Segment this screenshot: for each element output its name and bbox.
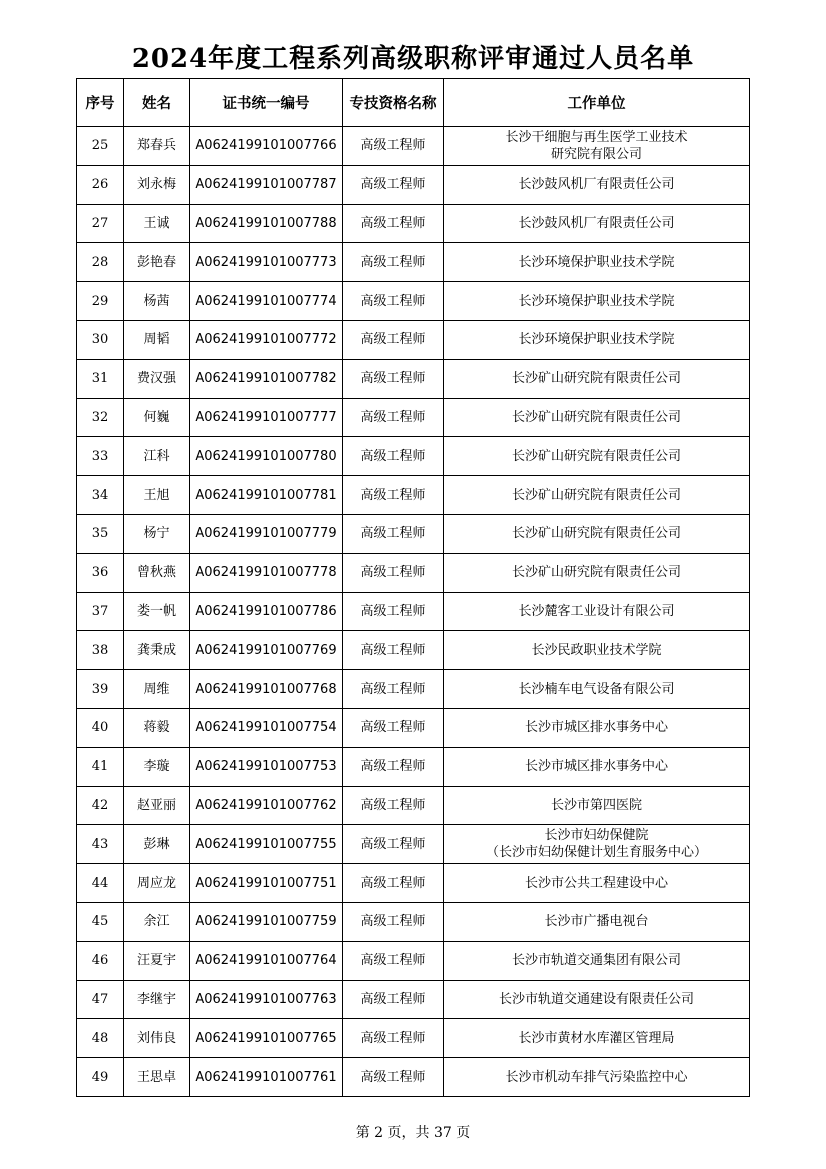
cell-certificate: A0624199101007761 — [190, 1058, 343, 1097]
workplace-line: 长沙鼓风机厂有限责任公司 — [518, 177, 675, 193]
table-row — [77, 553, 750, 592]
cell-qualification: 高级工程师 — [343, 320, 444, 359]
cell-workplace — [444, 592, 750, 631]
cell-certificate: A0624199101007755 — [190, 825, 343, 864]
table-row — [77, 398, 750, 437]
workplace-line: 长沙矿山研究院有限责任公司 — [511, 487, 681, 503]
cell-certificate: A0624199101007788 — [190, 204, 343, 243]
cell-qualification: 高级工程师 — [343, 437, 444, 476]
table-header-row — [77, 79, 750, 127]
cell-name: 娄一帆 — [124, 592, 190, 631]
workplace-line: 长沙市机动车排气污染监控中心 — [505, 1069, 688, 1085]
cell-certificate: A0624199101007765 — [190, 1019, 343, 1058]
table-row — [77, 592, 750, 631]
cell-name: 郑春兵 — [124, 127, 190, 166]
column-header-number: 序号 — [77, 79, 124, 127]
cell-qualification: 高级工程师 — [343, 165, 444, 204]
cell-name: 赵亚丽 — [124, 786, 190, 825]
cell-certificate: A0624199101007762 — [190, 786, 343, 825]
cell-certificate: A0624199101007766 — [190, 127, 343, 166]
cell-number: 38 — [77, 631, 124, 670]
cell-workplace — [444, 786, 750, 825]
table-row — [77, 631, 750, 670]
table-row — [77, 437, 750, 476]
table-row — [77, 902, 750, 941]
cell-number: 26 — [77, 165, 124, 204]
cell-number: 29 — [77, 282, 124, 321]
cell-name: 周维 — [124, 670, 190, 709]
cell-qualification: 高级工程师 — [343, 553, 444, 592]
cell-workplace — [444, 476, 750, 515]
table-row — [77, 670, 750, 709]
cell-name: 刘伟良 — [124, 1019, 190, 1058]
cell-certificate: A0624199101007768 — [190, 670, 343, 709]
cell-qualification: 高级工程师 — [343, 282, 444, 321]
column-header-workplace: 工作单位 — [444, 79, 750, 127]
cell-workplace — [444, 980, 750, 1019]
table-row — [77, 514, 750, 553]
cell-qualification: 高级工程师 — [343, 980, 444, 1019]
table-row — [77, 980, 750, 1019]
cell-name: 李璇 — [124, 747, 190, 786]
cell-workplace — [444, 941, 750, 980]
cell-workplace — [444, 437, 750, 476]
page-title: 2024年度工程系列高级职称评审通过人员名单 — [131, 44, 695, 74]
workplace-line: 长沙市第四医院 — [550, 797, 642, 813]
cell-certificate: A0624199101007754 — [190, 708, 343, 747]
cell-name: 蒋毅 — [124, 708, 190, 747]
cell-number: 42 — [77, 786, 124, 825]
table-row — [77, 708, 750, 747]
cell-name: 彭艳春 — [124, 243, 190, 282]
cell-number: 47 — [77, 980, 124, 1019]
cell-name: 王诚 — [124, 204, 190, 243]
cell-workplace — [444, 902, 750, 941]
cell-workplace — [444, 165, 750, 204]
cell-qualification: 高级工程师 — [343, 592, 444, 631]
cell-name: 杨茜 — [124, 282, 190, 321]
workplace-line: 长沙市黄材水库灌区管理局 — [518, 1030, 675, 1046]
cell-name: 江科 — [124, 437, 190, 476]
cell-certificate: A0624199101007751 — [190, 864, 343, 903]
table-body — [77, 127, 750, 1097]
workplace-line: 长沙矿山研究院有限责任公司 — [511, 409, 681, 425]
table-row — [77, 320, 750, 359]
cell-number: 48 — [77, 1019, 124, 1058]
workplace-line: 长沙市轨道交通建设有限责任公司 — [498, 991, 694, 1007]
cell-workplace — [444, 1058, 750, 1097]
cell-number: 44 — [77, 864, 124, 903]
cell-qualification: 高级工程师 — [343, 631, 444, 670]
table-row — [77, 786, 750, 825]
cell-workplace — [444, 825, 750, 864]
cell-qualification: 高级工程师 — [343, 204, 444, 243]
workplace-line: 长沙环境保护职业技术学院 — [518, 254, 675, 270]
table-row — [77, 243, 750, 282]
cell-workplace — [444, 553, 750, 592]
cell-qualification: 高级工程师 — [343, 941, 444, 980]
cell-number: 37 — [77, 592, 124, 631]
cell-qualification: 高级工程师 — [343, 1019, 444, 1058]
cell-certificate: A0624199101007782 — [190, 359, 343, 398]
table-row — [77, 165, 750, 204]
cell-number: 31 — [77, 359, 124, 398]
cell-certificate: A0624199101007777 — [190, 398, 343, 437]
cell-qualification: 高级工程师 — [343, 708, 444, 747]
cell-name: 王旭 — [124, 476, 190, 515]
workplace-line: 长沙干细胞与再生医学工业技术 — [505, 129, 688, 145]
table-row — [77, 1058, 750, 1097]
table-row — [77, 476, 750, 515]
cell-qualification: 高级工程师 — [343, 359, 444, 398]
cell-number: 46 — [77, 941, 124, 980]
workplace-line: 长沙矿山研究院有限责任公司 — [511, 565, 681, 581]
cell-workplace — [444, 204, 750, 243]
workplace-line: 长沙民政职业技术学院 — [531, 642, 662, 658]
cell-workplace — [444, 243, 750, 282]
cell-certificate: A0624199101007778 — [190, 553, 343, 592]
cell-qualification: 高级工程师 — [343, 825, 444, 864]
cell-certificate: A0624199101007773 — [190, 243, 343, 282]
cell-workplace — [444, 127, 750, 166]
cell-number: 35 — [77, 514, 124, 553]
cell-qualification: 高级工程师 — [343, 476, 444, 515]
table-row — [77, 864, 750, 903]
table-row — [77, 204, 750, 243]
column-header-name: 姓名 — [124, 79, 190, 127]
cell-qualification: 高级工程师 — [343, 670, 444, 709]
cell-number: 33 — [77, 437, 124, 476]
cell-name: 周韬 — [124, 320, 190, 359]
workplace-line: 长沙矿山研究院有限责任公司 — [511, 371, 681, 387]
workplace-line: 长沙矿山研究院有限责任公司 — [511, 448, 681, 464]
workplace-line: 长沙市公共工程建设中心 — [524, 875, 668, 891]
cell-workplace — [444, 864, 750, 903]
cell-certificate: A0624199101007764 — [190, 941, 343, 980]
cell-certificate: A0624199101007763 — [190, 980, 343, 1019]
cell-number: 34 — [77, 476, 124, 515]
cell-name: 何巍 — [124, 398, 190, 437]
cell-workplace — [444, 708, 750, 747]
cell-qualification: 高级工程师 — [343, 243, 444, 282]
cell-number: 28 — [77, 243, 124, 282]
cell-number: 49 — [77, 1058, 124, 1097]
cell-number: 36 — [77, 553, 124, 592]
cell-name: 刘永梅 — [124, 165, 190, 204]
cell-certificate: A0624199101007772 — [190, 320, 343, 359]
cell-qualification: 高级工程师 — [343, 864, 444, 903]
cell-number: 43 — [77, 825, 124, 864]
workplace-line: 长沙市广播电视台 — [544, 914, 649, 930]
cell-name: 彭琳 — [124, 825, 190, 864]
workplace-line: （长沙市妇幼保健计划生育服务中心） — [485, 845, 707, 861]
cell-name: 龚秉成 — [124, 631, 190, 670]
column-header-certificate: 证书统一编号 — [190, 79, 343, 127]
cell-certificate: A0624199101007774 — [190, 282, 343, 321]
workplace-line: 长沙市妇幼保健院 — [544, 828, 649, 844]
cell-name: 杨宁 — [124, 514, 190, 553]
workplace-line: 长沙环境保护职业技术学院 — [518, 293, 675, 309]
workplace-line: 长沙麓客工业设计有限公司 — [518, 603, 675, 619]
cell-name: 周应龙 — [124, 864, 190, 903]
cell-number: 27 — [77, 204, 124, 243]
workplace-line: 长沙楠车电气设备有限公司 — [518, 681, 675, 697]
cell-number: 39 — [77, 670, 124, 709]
cell-name: 李继宇 — [124, 980, 190, 1019]
workplace-line: 研究院有限公司 — [550, 146, 642, 162]
cell-workplace — [444, 631, 750, 670]
cell-qualification: 高级工程师 — [343, 902, 444, 941]
cell-certificate: A0624199101007781 — [190, 476, 343, 515]
table-row — [77, 127, 750, 166]
workplace-line: 长沙市城区排水事务中心 — [524, 759, 668, 775]
cell-certificate: A0624199101007780 — [190, 437, 343, 476]
cell-name: 王思卓 — [124, 1058, 190, 1097]
cell-workplace — [444, 320, 750, 359]
cell-qualification: 高级工程师 — [343, 127, 444, 166]
table-row — [77, 1019, 750, 1058]
workplace-line: 长沙鼓风机厂有限责任公司 — [518, 215, 675, 231]
cell-qualification: 高级工程师 — [343, 1058, 444, 1097]
cell-workplace — [444, 1019, 750, 1058]
cell-qualification: 高级工程师 — [343, 747, 444, 786]
cell-certificate: A0624199101007786 — [190, 592, 343, 631]
cell-number: 41 — [77, 747, 124, 786]
cell-number: 25 — [77, 127, 124, 166]
cell-workplace — [444, 359, 750, 398]
cell-certificate: A0624199101007779 — [190, 514, 343, 553]
cell-name: 曾秋燕 — [124, 553, 190, 592]
personnel-table — [76, 78, 750, 1097]
cell-number: 30 — [77, 320, 124, 359]
cell-name: 汪夏宇 — [124, 941, 190, 980]
cell-number: 40 — [77, 708, 124, 747]
cell-number: 32 — [77, 398, 124, 437]
table-row — [77, 747, 750, 786]
cell-workplace — [444, 670, 750, 709]
table-row — [77, 825, 750, 864]
workplace-line: 长沙环境保护职业技术学院 — [518, 332, 675, 348]
cell-workplace — [444, 747, 750, 786]
workplace-line: 长沙矿山研究院有限责任公司 — [511, 526, 681, 542]
table-row — [77, 359, 750, 398]
cell-workplace — [444, 514, 750, 553]
cell-qualification: 高级工程师 — [343, 786, 444, 825]
cell-certificate: A0624199101007753 — [190, 747, 343, 786]
cell-certificate: A0624199101007759 — [190, 902, 343, 941]
cell-qualification: 高级工程师 — [343, 398, 444, 437]
cell-number: 45 — [77, 902, 124, 941]
cell-name: 费汉强 — [124, 359, 190, 398]
cell-name: 余江 — [124, 902, 190, 941]
cell-workplace — [444, 398, 750, 437]
cell-workplace — [444, 282, 750, 321]
cell-certificate: A0624199101007787 — [190, 165, 343, 204]
table-row — [77, 282, 750, 321]
cell-certificate: A0624199101007769 — [190, 631, 343, 670]
table-row — [77, 941, 750, 980]
page-number: 第 2 页，共 37 页 — [355, 1125, 471, 1141]
column-header-qualification: 专技资格名称 — [343, 79, 444, 127]
cell-qualification: 高级工程师 — [343, 514, 444, 553]
workplace-line: 长沙市轨道交通集团有限公司 — [511, 953, 681, 969]
workplace-line: 长沙市城区排水事务中心 — [524, 720, 668, 736]
